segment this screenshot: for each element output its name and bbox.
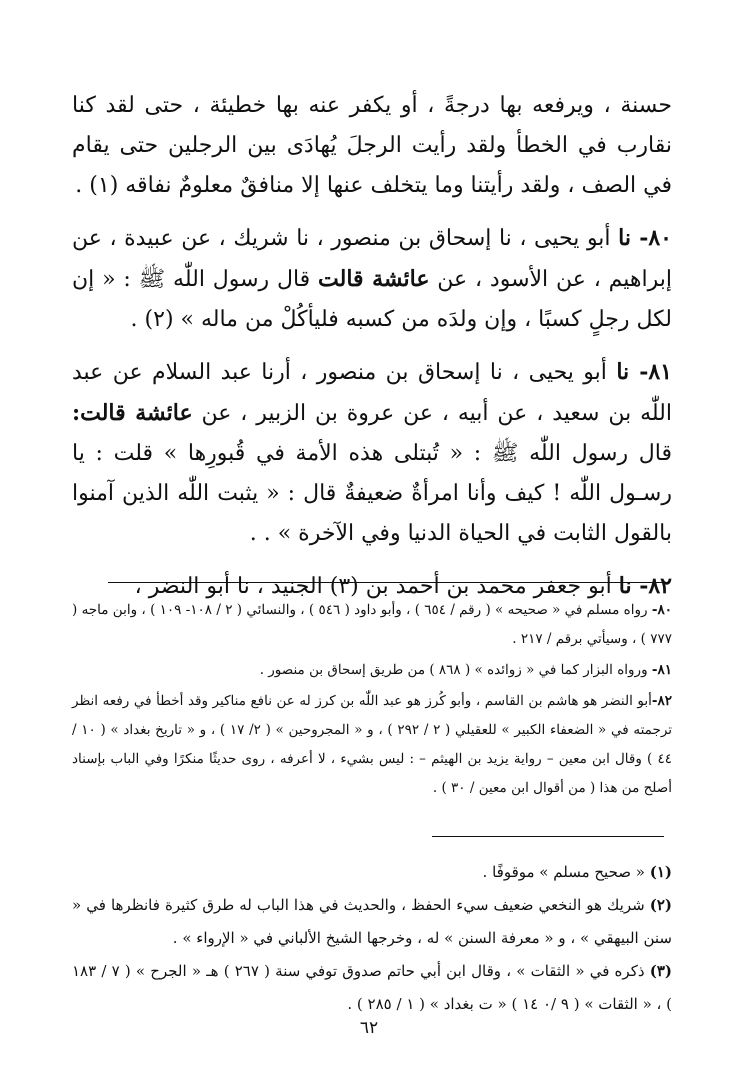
note-number: ٨٠- xyxy=(651,602,672,618)
note-number: ٨١- xyxy=(651,662,672,678)
hadith-text: أبو يحيى ، نا إسحاق بن منصور ، نا شريك ، عن عبيدة ، عن إبراهيم ، عن الأسود ، عن xyxy=(72,226,673,292)
main-text xyxy=(72,86,672,607)
hadith-text: أبو يحيى ، نا إسحاق بن منصور ، أرنا عبد السلام عن عبد اللّٰه بن سعيد ، عن أبيه ، عن عروة بن الزبير ، عن xyxy=(72,360,672,426)
hadith-81 xyxy=(72,352,672,554)
footnote-mark: (٢) xyxy=(649,896,672,914)
footnote-text: « صحيح مسلم » موقوفًا . xyxy=(482,863,650,881)
hadith-number: ٨١- نا xyxy=(616,359,672,385)
narrator-emphasis: عائشة قالت: xyxy=(72,400,193,426)
editorial-notes xyxy=(72,594,672,803)
footnote-1 xyxy=(72,856,672,889)
footnote-3 xyxy=(72,955,672,1021)
note-text: رواه مسلم في « صحيحه » ( رقم / ٦٥٤ ) ، وأبو داود ( ٥٤٦ ) ، والنسائي ( ٢ / ١٠٨- ١٠٩ ) ، وابن ماجه ( ٧٧٧ ) ، وسيأتي برقم / ٢١٧ . xyxy=(72,602,672,647)
hadith-text: قال رسول اللّٰه ﷺ : « تُبتلى هذه الأمة في قُبورِها » قلت : يا رسـول اللّٰه ! كيف وأنا امرأةٌ ضعيفةٌ قال : « يثبت اللّٰه الذين آمنوا بالقول الثابت في الحياة الدنيا وفي الآخرة » . . xyxy=(72,441,672,546)
footnote-mark: (٣) xyxy=(649,962,672,980)
footnotes xyxy=(72,856,672,1021)
note-number: ٨٢- xyxy=(651,693,672,709)
hadith-80 xyxy=(72,218,672,340)
hadith-number: ٨٠- نا xyxy=(618,225,672,251)
note-81 xyxy=(72,656,672,685)
hadith-text: قال رسول اللّٰه ﷺ : « إن لكل رجلٍ كسبًا ، وإن ولدَه من كسبه فليأكُلْ من ماله » (٢) . xyxy=(72,267,672,332)
note-text: أبو النضر هو هاشم بن القاسم ، وأبو كُرز هو عبد اللّٰه بن كرز له عن نافع مناكير وقد أخطأ في رفعه انظر ترجمته في « الضعفاء الكبير » للعقيلي ( ٢ / ٢٩٢ ) ، و « المجروحين » ( ٢/ ١٧ ) ، و « تاريخ بغداد » ( ١٠ / ٤٤ ) وقال ابن معين – رواية يزيد بن الهيثم – : ليس بشيء ، لا أعرفه ، روى حديثًا منكرًا وفي الباب بإسناد أصلح من هذا ( من أقوال ابن معين / ٣٠ ) . xyxy=(72,693,673,796)
note-82 xyxy=(72,687,672,803)
note-80 xyxy=(72,596,672,654)
notes-divider xyxy=(108,582,664,583)
footnote-mark: (١) xyxy=(649,863,672,881)
hadith-number: ٨٢- نا xyxy=(618,573,672,599)
hadith-text: أبو جعفر محمد بن أحمد بن (٣) الجنيد ، نا أبو النضر ، xyxy=(134,574,619,599)
intro-paragraph: حسنة ، ويرفعه بها درجةً ، أو يكفر عنه بها خطيئة ، حتى لقد كنا نقارب في الخطأ ولقد رأيت الرجلَ يُهادَى بين الرجلين حتى يقام في الصف ، ولقد رأيتنا وما يتخلف عنها إلا منافقٌ معلومٌ نفاقه (١) . xyxy=(72,93,672,198)
narrator-emphasis: عائشة قالت xyxy=(318,266,430,292)
footnote-2 xyxy=(72,889,672,955)
page-number: ٦٢ xyxy=(359,1018,379,1038)
note-text: ورواه البزار كما في « زوائده » ( ٨٦٨ ) من طريق إسحاق بن منصور . xyxy=(259,662,652,678)
footnote-text: ذكره في « الثقات » ، وقال ابن أبي حاتم صدوق توفي سنة ( ٢٦٧ ) هـ « الجرح » ( ٧ / ١٨٣ ) ، « الثقات » ( ٩ /٠ ١٤ ) « ت بغداد » ( ١ / ٢٨٥ ) . xyxy=(72,962,672,1013)
footnote-text: شريك هو النخعي ضعيف سيء الحفظ ، والحديث في هذا الباب له طرق كثيرة فانظرها في « سنن البيهقي » ، و « معرفة السنن » له ، وخرجها الشيخ الألباني في « الإرواء » . xyxy=(72,896,672,947)
footnotes-divider xyxy=(432,836,664,837)
